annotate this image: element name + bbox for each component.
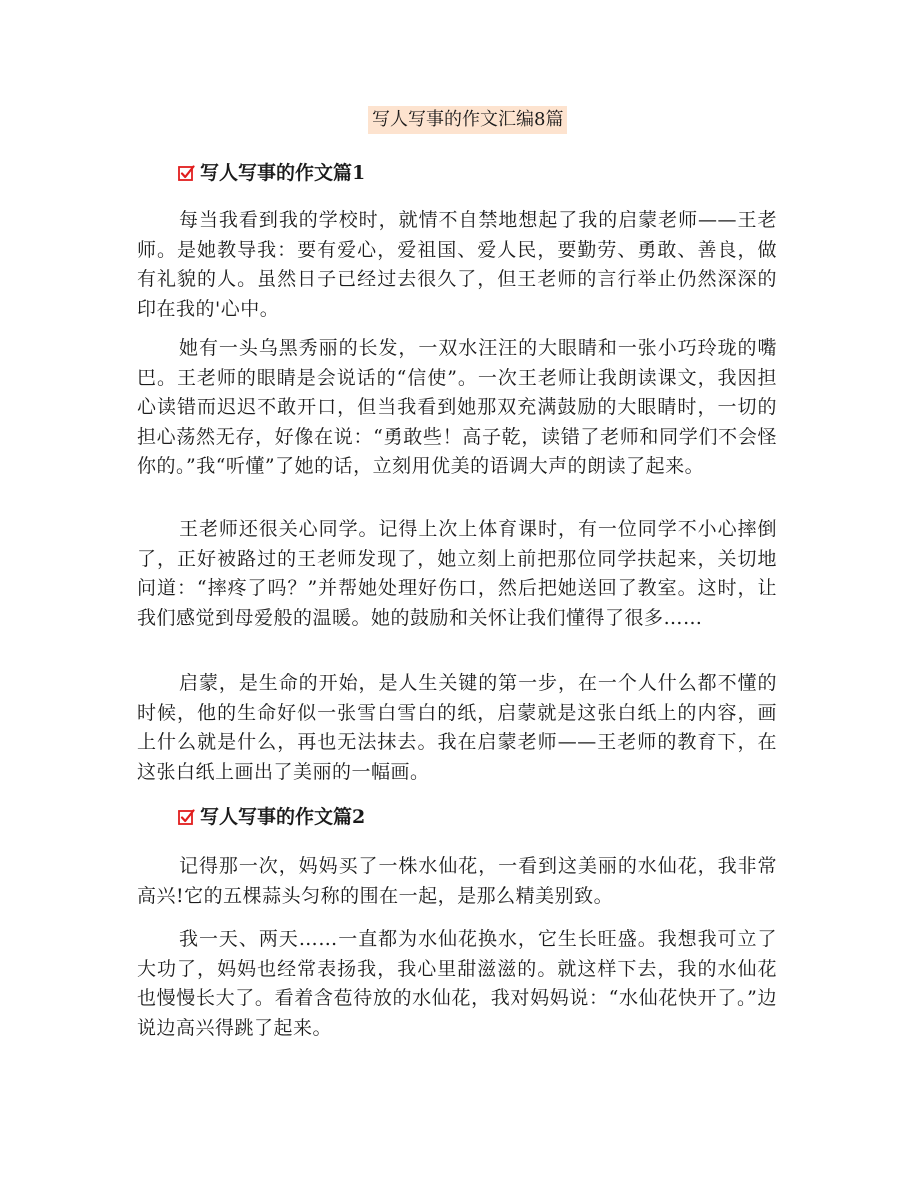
paragraph-text: 每当我看到我的学校时，就情不自禁地想起了我的启蒙老师——王老师。是她教导我：要有爱心，爱祖国、爱人民，要勤劳、勇敢、善良，做有礼貌的人。虽然日子已经过去很久了，但王老师的言行举止仍然深深的印在我的'心中。	[137, 209, 777, 320]
paragraph	[137, 515, 777, 633]
section-heading-text-1: 写人写事的作文篇1	[200, 162, 366, 184]
paragraph	[137, 334, 777, 482]
checkbox-checked-icon	[178, 809, 195, 826]
section-heading-1	[178, 159, 365, 187]
paragraph	[137, 206, 777, 324]
paragraph-text: 她有一头乌黑秀丽的长发，一双水汪汪的大眼睛和一张小巧玲珑的嘴巴。王老师的眼睛是会说话的“信使”。一次王老师让我朗读课文，我因担心读错而迟迟不敢开口，但当我看到她那双充满鼓励的大眼睛时，一切的担心荡然无存，好像在说：“勇敢些！高子乾，读错了老师和同学们不会怪你的。”我“听懂”了她的话，立刻用优美的语调大声的朗读了起来。	[137, 337, 777, 477]
document-title: 写人写事的作文汇编8篇	[368, 106, 567, 134]
paragraph-text: 启蒙，是生命的开始，是人生关键的第一步，在一个人什么都不懂的时候，他的生命好似一张雪白雪白的纸，启蒙就是这张白纸上的内容，画上什么就是什么，再也无法抹去。我在启蒙老师——王老师的教育下，在这张白纸上画出了美丽的一幅画。	[137, 672, 777, 783]
section-heading-text-2: 写人写事的作文篇2	[200, 806, 366, 828]
paragraph	[137, 852, 777, 911]
paragraph-text: 王老师还很关心同学。记得上次上体育课时，有一位同学不小心摔倒了，正好被路过的王老师发现了，她立刻上前把那位同学扶起来，关切地问道：“摔疼了吗？”并帮她处理好伤口，然后把她送回了教室。这时，让我们感觉到母爱般的温暖。她的鼓励和关怀让我们懂得了很多……	[137, 518, 777, 629]
section-heading-2	[178, 803, 365, 831]
paragraph-text: 我一天、两天……一直都为水仙花换水，它生长旺盛。我想我可立了大功了，妈妈也经常表扬我，我心里甜滋滋的。就这样下去，我的水仙花也慢慢长大了。看着含苞待放的水仙花，我对妈妈说：“水仙花快开了。”边说边高兴得跳了起来。	[137, 928, 777, 1039]
paragraph	[137, 925, 777, 1043]
checkbox-checked-icon	[178, 165, 195, 182]
paragraph	[137, 669, 777, 787]
paragraph-text: 记得那一次，妈妈买了一株水仙花，一看到这美丽的水仙花，我非常高兴!它的五棵蒜头匀称的围在一起，是那么精美别致。	[137, 855, 777, 907]
